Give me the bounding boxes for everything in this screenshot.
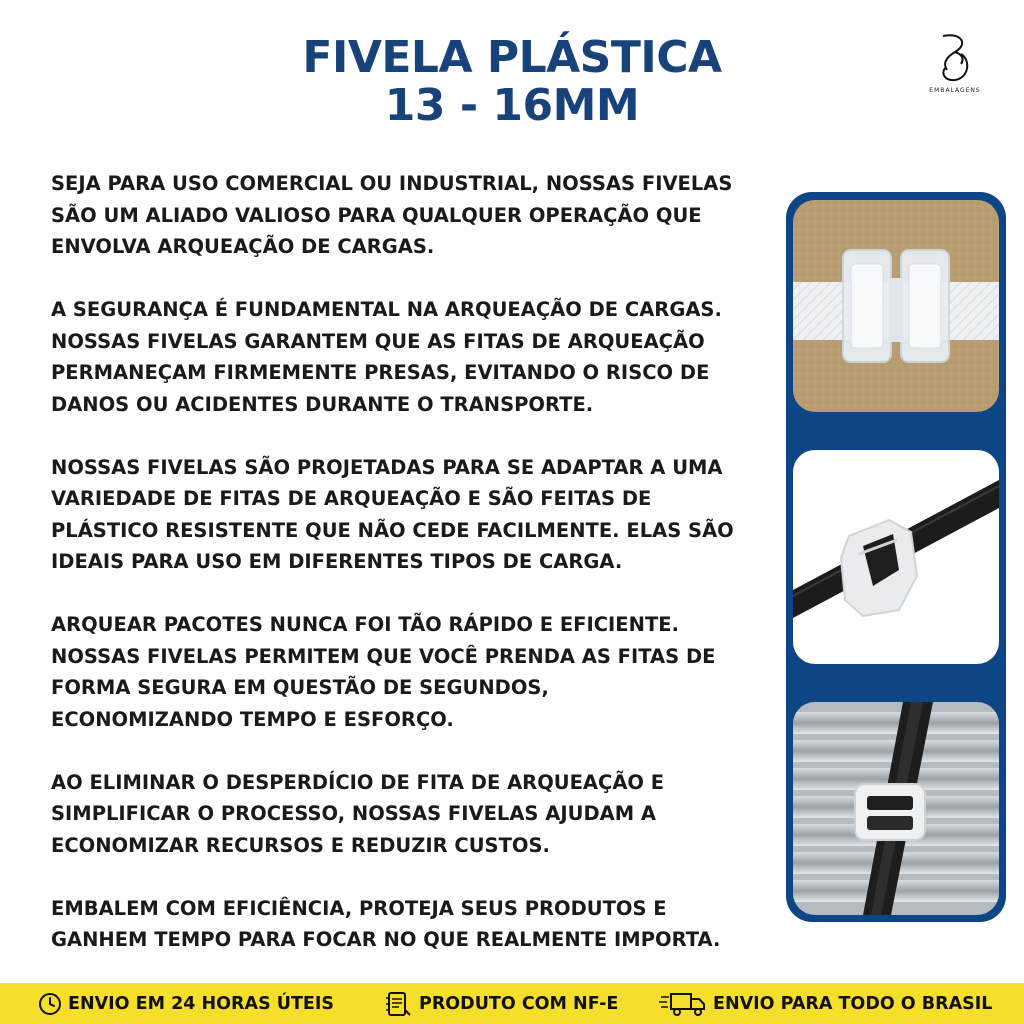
- clock-icon: [38, 992, 62, 1016]
- brand-logo: [920, 30, 990, 100]
- paragraph: A SEGURANÇA É FUNDAMENTAL NA ARQUEAÇÃO DE CARGAS. NOSSAS FIVELAS GARANTEM QUE AS FITAS DE ARQUEAÇÃO PERMANEÇAM FIRMEMENTE PRESAS, EVITANDO O RISCO DE DANOS OU ACIDENTES DURANTE O TRANSPORTE.: [51, 298, 722, 416]
- footer-item-label: ENVIO PARA TODO O BRASIL: [713, 993, 993, 1014]
- logo-subtitle: EMBALAGENS: [929, 87, 981, 94]
- footer-item-label: PRODUTO COM NF-E: [419, 993, 619, 1014]
- footer-item-shipping-brazil: [659, 983, 992, 1024]
- buckle-on-white-strap-photo: [793, 200, 999, 412]
- buckle-on-metal-coil-photo: [793, 702, 999, 915]
- page-title: FIVELA PLÁSTICA: [302, 32, 722, 83]
- footer-item-shipping-time: [38, 983, 334, 1024]
- description-text: [51, 168, 771, 987]
- paragraph: NOSSAS FIVELAS SÃO PROJETADAS PARA SE ADAPTAR A UMA VARIEDADE DE FITAS DE ARQUEAÇÃO E SÃO FEITAS DE PLÁSTICO RESISTENTE QUE NÃO CEDE FACILMENTE. ELAS SÃO IDEAIS PARA USO EM DIFERENTES TIPOS DE CARGA.: [51, 455, 734, 573]
- paragraph: AO ELIMINAR O DESPERDÍCIO DE FITA DE ARQUEAÇÃO E SIMPLIFICAR O PROCESSO, NOSSAS FIVELAS AJUDAM A ECONOMIZAR RECURSOS E REDUZIR CUSTOS.: [51, 770, 665, 857]
- paragraph: SEJA PARA USO COMERCIAL OU INDUSTRIAL, NOSSAS FIVELAS SÃO UM ALIADO VALIOSO PARA QUALQUER OPERAÇÃO QUE ENVOLVA ARQUEAÇÃO DE CARGAS.: [51, 172, 733, 258]
- page-subtitle: 13 - 16MM: [384, 80, 640, 131]
- buckle-on-black-strap-photo: [793, 450, 999, 664]
- footer-item-label: ENVIO EM 24 HORAS ÚTEIS: [68, 993, 334, 1014]
- invoice-icon: [383, 990, 413, 1018]
- paragraph: ARQUEAR PACOTES NUNCA FOI TÃO RÁPIDO E EFICIENTE. NOSSAS FIVELAS PERMITEM QUE VOCÊ PRENDA AS FITAS DE FORMA SEGURA EM QUESTÃO DE SEGUNDOS, ECONOMIZANDO TEMPO E ESFORÇO.: [51, 613, 716, 731]
- footer-item-invoice: [383, 983, 618, 1024]
- footer-bar: [0, 983, 1024, 1024]
- paragraph: EMBALEM COM EFICIÊNCIA, PROTEJA SEUS PRODUTOS E GANHEM TEMPO PARA FOCAR NO QUE REALMENTE IMPORTA.: [51, 896, 721, 951]
- photo-panel: [786, 192, 1006, 922]
- logo-mark-icon: [935, 30, 975, 86]
- delivery-truck-icon: [659, 991, 707, 1017]
